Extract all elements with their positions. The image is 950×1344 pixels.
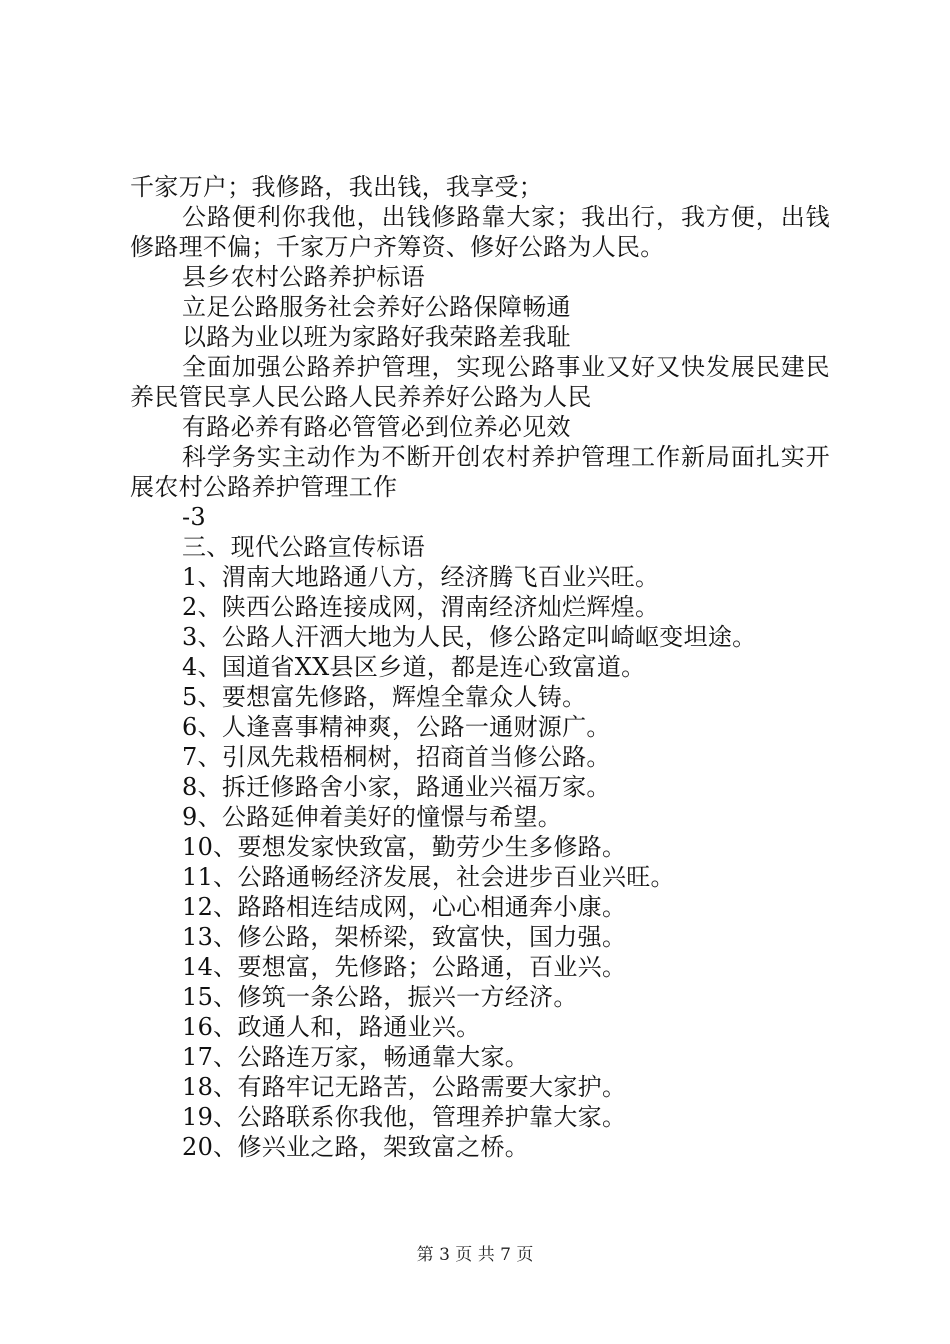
list-item: 18、有路牢记无路苦，公路需要大家护。	[182, 1073, 627, 1101]
list-item: 15、修筑一条公路，振兴一方经济。	[182, 983, 578, 1011]
list-item: 2、陕西公路连接成网，渭南经济灿烂辉煌。	[182, 593, 660, 621]
list-item: 5、要想富先修路，辉煌全靠众人铸。	[182, 683, 587, 711]
paragraph-1: 千家万户；我修路，我出钱，我享受；	[130, 173, 544, 201]
list-item: 7、引凤先栽梧桐树，招商首当修公路。	[182, 743, 611, 771]
section-heading-modern-road: 三、现代公路宣传标语	[182, 533, 425, 561]
list-item: 12、路路相连结成网，心心相通奔小康。	[182, 893, 627, 921]
list-item: 11、公路通畅经济发展，社会进步百业兴旺。	[182, 863, 675, 891]
list-item: 20、修兴业之路，架致富之桥。	[182, 1133, 530, 1161]
section-heading-rural-road: 县乡农村公路养护标语	[182, 263, 425, 291]
list-item: 9、公路延伸着美好的憧憬与希望。	[182, 803, 563, 831]
list-item: 1、渭南大地路通八方，经济腾飞百业兴旺。	[182, 563, 660, 591]
list-item: 8、拆迁修路舍小家，路通业兴福万家。	[182, 773, 611, 801]
slogan-line: 科学务实主动作为不断开创农村养护管理工作新局面扎实开展农村公路养护管理工作	[130, 443, 830, 501]
slogan-line: 全面加强公路养护管理，实现公路事业又好又快发展民建民养民管民享人民公路人民养养好公路为人民	[130, 353, 830, 411]
slogan-line: 有路必养有路必管管必到位养必见效	[182, 413, 571, 441]
list-item: 16、政通人和，路通业兴。	[182, 1013, 481, 1041]
list-item: 17、公路连万家，畅通靠大家。	[182, 1043, 530, 1071]
slogan-line: 以路为业以班为家路好我荣路差我耻	[182, 323, 571, 351]
list-item: 14、要想富，先修路；公路通，百业兴。	[182, 953, 627, 981]
slogan-line: 立足公路服务社会养好公路保障畅通	[182, 293, 571, 321]
list-item: 10、要想发家快致富，勤劳少生多修路。	[182, 833, 627, 861]
list-item: 19、公路联系你我他，管理养护靠大家。	[182, 1103, 627, 1131]
page-footer: 第 3 页 共 7 页	[416, 1245, 534, 1265]
page-marker: -3	[182, 503, 206, 531]
list-item: 13、修公路，架桥梁，致富快，国力强。	[182, 923, 627, 951]
list-item: 6、人逢喜事精神爽，公路一通财源广。	[182, 713, 611, 741]
paragraph-2: 公路便利你我他，出钱修路靠大家；我出行，我方便，出钱修路理不偏；千家万户齐筹资、修好公路为人民。	[130, 203, 830, 261]
list-item: 3、公路人汗洒大地为人民，修公路定叫崎岖变坦途。	[182, 623, 757, 651]
list-item: 4、国道省XX县区乡道，都是连心致富道。	[182, 653, 646, 681]
document-body	[130, 172, 830, 1162]
